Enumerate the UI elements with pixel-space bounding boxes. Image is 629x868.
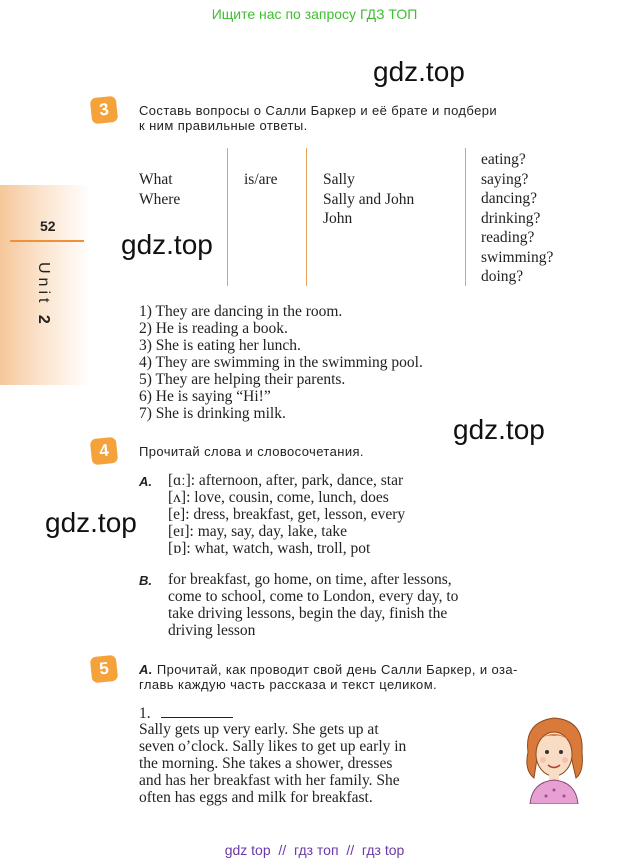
table-cell: John <box>323 210 353 227</box>
task5-instruction-line: главь каждую часть рассказа и текст целиком. <box>139 677 438 692</box>
unit-number: 2 <box>35 314 52 328</box>
phrases-line: take driving lessons, begin the day, finish the <box>168 605 448 622</box>
phonetic-words: love, cousin, come, lunch, does <box>194 489 389 506</box>
phonetic-words: afternoon, after, park, dance, star <box>198 472 404 489</box>
watermark: gdz.top <box>121 229 213 260</box>
column-divider <box>465 148 466 286</box>
table-cell: What <box>139 171 173 188</box>
phonetic-row <box>168 506 405 523</box>
table-cell: saying? <box>481 170 529 188</box>
task-number-badge: 3 <box>90 96 119 125</box>
verb-column <box>244 170 278 190</box>
story-line: seven o’clock. Sally likes to get up early in <box>139 738 407 755</box>
task5-instruction-line <box>139 662 585 677</box>
table-cell: Where <box>139 190 181 208</box>
subject-column <box>323 170 414 229</box>
table-cell: dancing? <box>481 190 537 207</box>
phonetic-symbol: [ɑː]: <box>168 472 196 489</box>
list-item: 6) He is saying “Hi!” <box>139 388 271 405</box>
phonetic-words: may, say, day, lake, take <box>197 523 348 540</box>
phonetic-row <box>168 489 405 506</box>
list-item: 3) She is eating her lunch. <box>139 337 301 354</box>
unit-word: Unit <box>35 262 52 307</box>
story-line: often has eggs and milk for breakfast. <box>139 789 373 806</box>
watermark: gdz.top <box>373 56 465 87</box>
action-column <box>481 150 553 287</box>
list-item: 4) They are swimming in the swimming pool. <box>139 354 423 371</box>
phrases-line: for breakfast, go home, on time, after lessons, <box>168 571 452 588</box>
phrases-line: come to school, come to London, every day, to <box>168 588 459 605</box>
watermark: gdz.top <box>45 507 137 538</box>
story-line: and has her breakfast with her family. She <box>139 772 400 789</box>
list-item: 2) He is reading a book. <box>139 320 288 337</box>
phonetic-symbol: [e]: <box>168 506 190 523</box>
phonetic-symbol: [ɒ]: <box>168 540 191 557</box>
column-divider <box>227 148 228 286</box>
table-cell: reading? <box>481 229 535 246</box>
phonetics-list <box>168 472 405 557</box>
sally-illustration <box>518 712 590 804</box>
phrases-block <box>168 571 584 639</box>
list-item: 5) They are helping their parents. <box>139 371 346 388</box>
column-divider <box>306 148 307 286</box>
table-cell: doing? <box>481 268 524 285</box>
task5-instruction-text: Прочитай, как проводит свой день Салли Баркер, и оза- <box>156 662 518 677</box>
part-title <box>139 703 233 722</box>
task3-instruction-line: Составь вопросы о Салли Баркер и её брате и подбери <box>139 103 498 118</box>
phonetic-row <box>168 472 405 489</box>
table-cell: Sally <box>323 171 355 188</box>
story-line: Sally gets up very early. She gets up at <box>139 721 379 738</box>
table-cell: Sally and John <box>323 190 415 208</box>
page-number: 52 <box>40 218 56 234</box>
table-cell: drinking? <box>481 209 541 227</box>
unit-label <box>34 262 52 328</box>
section-label-b: B. <box>139 573 152 588</box>
list-item: 7) She is drinking milk. <box>139 405 286 422</box>
task3-instruction-line: к ним правильные ответы. <box>139 118 308 133</box>
title-blank[interactable] <box>161 703 233 718</box>
section-label-a: A. <box>139 474 152 489</box>
phonetic-words: dress, breakfast, get, lesson, every <box>193 506 406 523</box>
phonetic-row <box>168 540 405 557</box>
table-cell: is/are <box>244 171 278 188</box>
watermark: gdz.top <box>453 414 545 445</box>
answer-list <box>139 303 423 422</box>
task3-instruction <box>139 103 585 133</box>
table-cell: swimming? <box>481 248 554 266</box>
list-item: 1) They are dancing in the room. <box>139 303 343 320</box>
shirt-dot <box>553 789 556 792</box>
part-number: 1. <box>139 705 151 722</box>
sally-shirt <box>530 780 578 804</box>
shirt-dot <box>545 795 548 798</box>
sally-eye <box>545 750 549 754</box>
task-number-badge: 4 <box>90 437 119 466</box>
shirt-dot <box>563 795 566 798</box>
phonetic-row <box>168 523 405 540</box>
section-label-a: A. <box>139 662 153 677</box>
sally-cheek <box>562 757 568 763</box>
top-banner[interactable]: Ищите нас по запросу ГДЗ ТОП <box>211 6 418 22</box>
sally-cheek <box>540 757 546 763</box>
page-divider <box>10 240 84 242</box>
story-line: the morning. She takes a shower, dresses <box>139 755 393 772</box>
phonetic-symbol: [ʌ]: <box>168 489 191 506</box>
phonetic-symbol: [eɪ]: <box>168 523 194 540</box>
task5-instruction <box>139 662 585 692</box>
phonetic-words: what, watch, wash, troll, pot <box>194 540 371 557</box>
story-text <box>139 721 507 806</box>
sally-face <box>536 732 572 776</box>
task-number-badge: 5 <box>90 655 119 684</box>
task4-instruction: Прочитай слова и словосочетания. <box>139 444 364 459</box>
phrases-line: driving lesson <box>168 622 256 639</box>
footer-links[interactable]: gdz top // гдз топ // гдз top <box>224 842 405 858</box>
sally-eye <box>559 750 563 754</box>
table-cell: eating? <box>481 151 526 168</box>
question-word-column <box>139 170 180 209</box>
